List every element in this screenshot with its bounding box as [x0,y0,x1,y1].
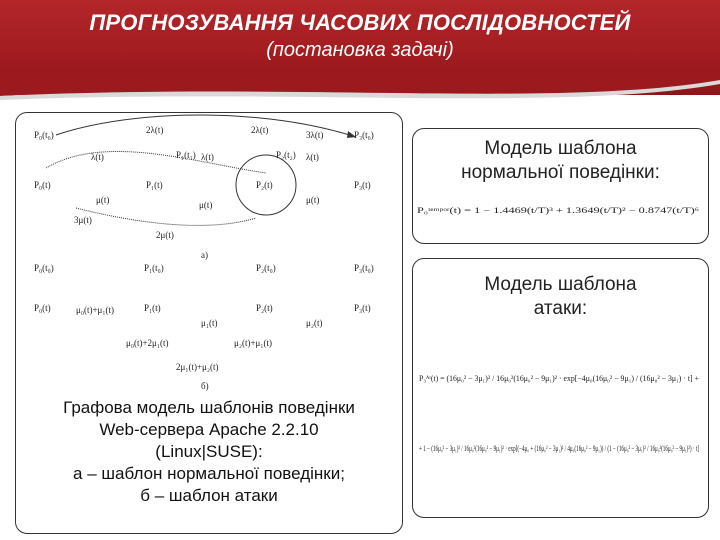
caption-line: Web-сервера Apache 2.2.10 [99,420,319,439]
caption-line: а – шаблон нормальної поведінки; [73,464,345,483]
graph-a-node: P₂(t) [256,180,273,190]
graph-b-edge: μ₂(t)+μ₁(t) [234,338,272,348]
graph-caption [16,397,402,507]
caption-line: (Linux|SUSE): [155,442,263,461]
graph-b-node: P₃(t₀) [354,263,374,273]
formula-part-1: P₃ᴬᵗ(t) = (16μ₀² − 3μ₁)² / 16μ₀²(16μ₀² − 9μ₁)² · exp[−4μ₀(16μ₀² − 9μ₁) / (16μ₀² − 3μ₁) · t] + [419,374,700,383]
page-title: ПРОГНОЗУВАННЯ ЧАСОВИХ ПОСЛІДОВНОСТЕЙ [89,10,631,35]
graph-b-node: P₀(t₀) [34,263,54,273]
graph-a-edge: 2λ(t) [251,125,269,135]
attack-model-heading [413,273,708,321]
graph-b-edge: μ₀(t)+2μ₁(t) [126,338,169,348]
formula-part-2: + 1 − (16μ₀² − 3μ₁)³ / 16μ₀²(16μ₀² − 9μ₁)² · exp[(−4μ₀ + (16μ₀² − 3μ₁)² / 4μ₀(16μ₀² − 9μ₁)) / (1 − (16μ₀² − 3μ₁)² / 16μ₀²(16μ₀² − 9μ₁)²) · t] [419,444,700,453]
heading-line: нормальної поведінки: [461,162,660,183]
graph-a-node: P₃(t₀) [354,130,374,140]
heading-line: атаки: [533,298,588,319]
graph-attack [34,263,374,391]
heading-line: Модель шаблона [484,274,637,295]
graph-a-node: P₃(t) [354,180,371,190]
graph-a-edge: 3λ(t) [306,130,324,140]
graph-normal-behavior [34,115,374,260]
graph-b-node: P₁(t₀) [144,263,164,273]
formula-text: P₀ᵗᵉᵐᵖᵒʳ(t) = 1 − 1.4469(t/T)³ + 1.3649(t/T)² − 0.8747(t/T)⁶ [417,206,700,215]
graph-b-node: P₃(t) [354,303,371,313]
graph-a-node: P₀(t₀) [34,130,54,140]
attack-model-formula [413,331,706,511]
graph-a-edge: λ(t) [306,152,319,162]
graph-a-node: P₁(t) [146,180,163,190]
graph-a-node: P₀(t) [34,180,51,190]
header-wave-decoration [0,70,720,110]
label-b: б) [201,381,209,391]
caption-line: Графова модель шаблонів поведінки [63,398,355,417]
graph-a-edge: 3μ(t) [74,215,92,225]
graph-b-node: P₁(t) [144,303,161,313]
normal-model-panel [412,128,709,244]
graph-b-edge: μ₂(t) [306,318,323,328]
graph-b-node: P₂(t₀) [256,263,276,273]
graph-diagrams [16,113,402,397]
graph-a-edge: 2λ(t) [146,125,164,135]
attack-model-panel [412,258,709,518]
graph-a-edge: μ(t) [199,200,213,210]
normal-model-formula [413,191,706,231]
graph-a-edge: μ(t) [96,195,110,205]
graph-b-node: P₂(t) [256,303,273,313]
label-a: а) [201,250,208,260]
normal-model-heading [413,137,708,185]
graph-b-node: P₀(t) [34,303,51,313]
graph-b-edge: μ₀(t)+μ₁(t) [76,305,114,315]
heading-line: Модель шаблона [484,138,637,159]
graph-a-node: P₁(t₁) [176,150,196,160]
graph-a-edge: 2μ(t) [156,230,174,240]
graph-a-edge: λ(t) [201,152,214,162]
graph-a-edge: μ(t) [306,195,320,205]
page-subtitle: (постановка задачі) [266,39,454,61]
graph-model-panel [15,112,403,534]
caption-line: б – шаблон атаки [140,486,278,505]
graph-b-edge: μ₁(t) [201,318,218,328]
graph-a-node: P₂(t₂) [276,150,296,160]
graph-b-edge: 2μ₁(t)+μ₂(t) [176,362,219,372]
graph-a-edge: λ(t) [91,152,104,162]
